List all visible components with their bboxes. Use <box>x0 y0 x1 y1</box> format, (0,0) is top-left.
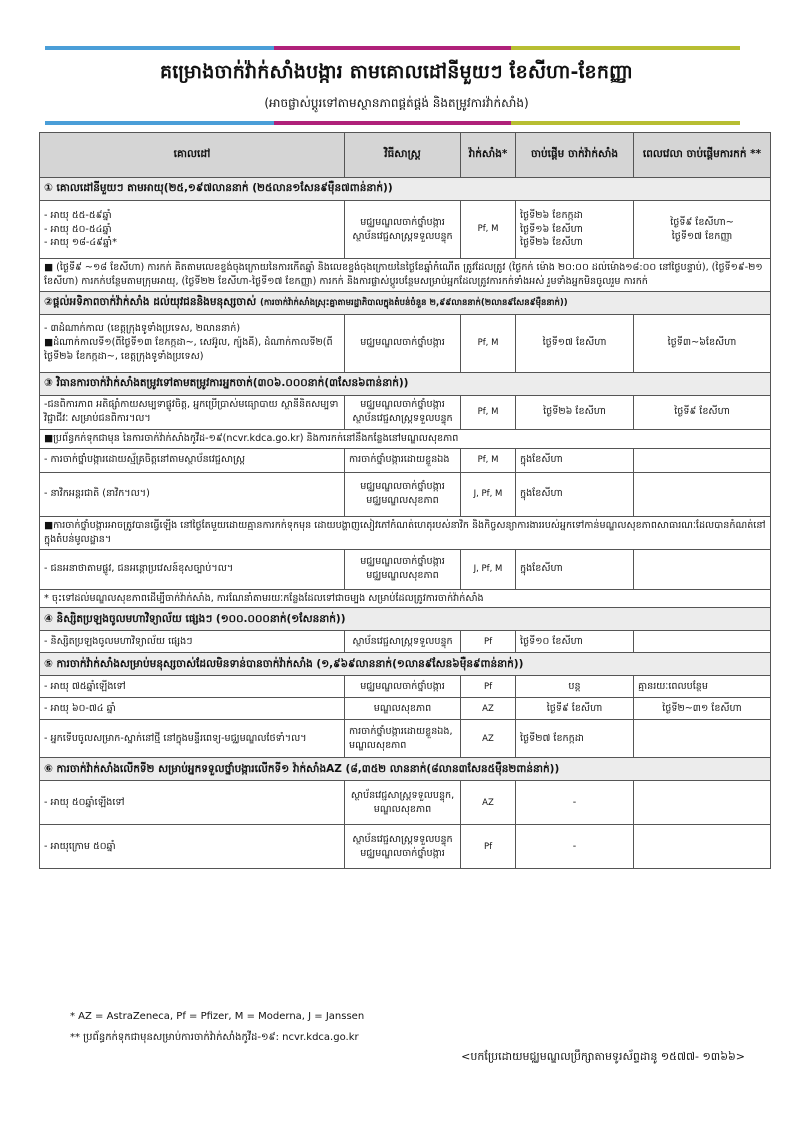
target-cell: - អ្នកទើបចូលសម្រាក-ស្នាក់នៅថ្មី នៅក្នុងមន្ទីរពេទ្យ-មជ្ឈមណ្ឌលថែទាំ។ល។ <box>40 720 345 758</box>
start-cell: ក្នុងខែសីហា <box>516 448 634 472</box>
target-cell: - អាយុក្រោម ៥០ឆ្នាំ <box>40 825 345 869</box>
method-cell: ស្ថាប័នវេជ្ជសាស្ត្រទទួលបន្ទុក <box>345 631 461 653</box>
target-cell: - ជនអនាថាតាមផ្លូវ, ជនអន្តោប្រវេសន៍ខុសច្បាប់។ល។ <box>40 549 345 589</box>
table-row <box>40 549 771 589</box>
start-cell: - <box>516 781 634 825</box>
booking-cell <box>634 472 771 516</box>
vaccine-cell: AZ <box>461 781 516 825</box>
method-cell: ការចាក់ថ្នាំបង្ការដោយខ្លួនឯង, មណ្ឌលសុខភាព <box>345 720 461 758</box>
table-row <box>40 472 771 516</box>
table-header-row <box>40 133 771 178</box>
top-color-bar <box>45 46 740 50</box>
vaccine-cell: Pf, M <box>461 201 516 259</box>
method-cell: មណ្ឌលសុខភាព <box>345 698 461 720</box>
table-row <box>40 201 771 259</box>
method-cell: មជ្ឈមណ្ឌលចាក់ថ្នាំបង្ការ <box>345 676 461 698</box>
table-row <box>40 781 771 825</box>
footnote-vaccines: * AZ = AstraZeneca, Pf = Pfizer, M = Moderna, J = Janssen <box>70 1011 365 1022</box>
start-cell: ថ្ងៃទី៩ ខែសីហា <box>516 698 634 720</box>
booking-cell: ថ្ងៃទី២~៣១ ខែសីហា <box>634 698 771 720</box>
start-cell: - <box>516 825 634 869</box>
table-row <box>40 395 771 429</box>
target-cell: - ការចាក់ថ្នាំបង្ការដោយស្ម័គ្រចិត្តនៅតាមស្ថាប័នវេជ្ជសាស្ត្រ <box>40 448 345 472</box>
booking-cell <box>634 825 771 869</box>
section-1-header: ① គោលដៅនីមួយៗ តាមអាយុ(២៥,១៩៧លាននាក់ (២៥លាន១សែន៩ម៉ឺន៧ពាន់នាក់)) <box>40 178 771 201</box>
note-row: ■ (ថ្ងៃទី៩ ~១៨ ខែសីហា) ការកក់ គិតតាមលេខខ្ទង់ចុងក្រោយនៃការកើតឆ្នាំ និងលេខខ្ទង់ចុងក្រោយនៃថ្ងៃខែឆ្នាំកំណើត ត្រូវដែលត្រូវ (ថ្ងៃកក់ ម៉ោង ២០:០០ ដល់ម៉ោង១៨:០០ នៅថ្ងៃបន្ទាប់), (ថ្ងៃទី១៩-២១ ខែសីហា) ការកក់បន្ថែមតាមក្រុមអាយុ, (ថ្ងៃទី២២ ខែសីហា-ថ្ងៃទី១៧ ខែកញ្ញា) ការកក់ និងការផ្លាស់ប្តូរបន្ថែមសម្រាប់អ្នកដែលត្រូវការកក់ទាំងអស់ រួមទាំងអ្នកមិនចូលរួម ការកក់ <box>40 259 771 292</box>
start-cell: បន្ត <box>516 676 634 698</box>
target-cell: - អាយុ ៦០-៧៤ ឆ្នាំ <box>40 698 345 720</box>
vaccine-cell: J, Pf, M <box>461 549 516 589</box>
header-booking: ពេលវេលា ចាប់ផ្តើមការកក់ ** <box>634 133 771 178</box>
header-start: ចាប់ផ្តើម ចាក់វ៉ាក់សាំង <box>516 133 634 178</box>
target-cell: - និស្សិតប្រឡងចូលមហាវិទ្យាល័យ ផ្សេងៗ <box>40 631 345 653</box>
bottom-color-bar <box>45 121 740 125</box>
booking-cell <box>634 781 771 825</box>
section-2-subtitle: (ការចាក់វ៉ាក់សាំងស្រុះគ្នាតាមរដ្ឋាភិបាលក្នុងតំបន់ចំនួន ២,៩៩លាននាក់(២លាន៩សែន៩ម៉ឺននាក់)) <box>259 298 568 309</box>
header-method: វិធីសាស្ត្រ <box>345 133 461 178</box>
method-cell: មជ្ឈមណ្ឌលចាក់ថ្នាំបង្ការ ស្ថាប័នវេជ្ជសាស្ត្រទទួលបន្ទុក <box>345 201 461 259</box>
header-target: គោលដៅ <box>40 133 345 178</box>
section-3-header: ③ វិធានការចាក់វ៉ាក់សាំងតម្រូវទៅតាមតម្រូវការអ្នកចាក់(៣០៦.០០០នាក់(៣សែន៦ពាន់នាក់)) <box>40 372 771 395</box>
method-cell: មជ្ឈមណ្ឌលចាក់ថ្នាំបង្ការ មជ្ឈមណ្ឌលសុខភាព <box>345 549 461 589</box>
table-row <box>40 720 771 758</box>
footnote-booking: ** ប្រព័ន្ធកក់ទុកជាមុនសម្រាប់ការចាក់វ៉ាក់សាំងកូវីដ-១៩: ncvr.kdca.go.kr <box>70 1032 359 1043</box>
start-cell: ថ្ងៃទី២៧ ខែកក្កដា <box>516 720 634 758</box>
note-row: ■ប្រព័ន្ធកក់ទុកជាមុន នៃការចាក់វ៉ាក់សាំងកូវីដ-១៩(ncvr.kdca.go.kr) និងការកក់នៅនឹងកន្លែងនៅមណ្ឌលសុខភាព <box>40 429 771 448</box>
vaccine-cell: Pf, M <box>461 395 516 429</box>
section-4-header: ④ និស្សិតប្រឡងចូលមហាវិទ្យាល័យ ផ្សេងៗ (១០០.០០០នាក់(១សែននាក់)) <box>40 608 771 631</box>
table-row <box>40 825 771 869</box>
table-row <box>40 698 771 720</box>
target-cell: - អាយុ ៥០ឆ្នាំឡើងទៅ <box>40 781 345 825</box>
vaccine-cell: Pf <box>461 676 516 698</box>
note-row: ■ការចាក់ថ្នាំបង្ការអាចត្រូវបានធ្វើឡើង នៅថ្ងៃតែមួយដោយគ្មានការកក់ទុកមុន ដោយបង្ហាញសៀវភៅកំណត់ហេតុរបស់នាវិក និងកិច្ចសន្យាការងាររបស់អ្នកទៅកាន់មណ្ឌលសុខភាពសាធារណៈដែលបានកំណត់នៅក្នុងតំបន់មូលដ្ឋាន។ <box>40 516 771 549</box>
start-cell: ថ្ងៃទី១០ ខែសីហា <box>516 631 634 653</box>
start-cell: ថ្ងៃទី១៧ ខែសីហា <box>516 314 634 372</box>
booking-cell <box>634 549 771 589</box>
header-vaccine: វ៉ាក់សាំង* <box>461 133 516 178</box>
booking-cell <box>634 448 771 472</box>
start-cell: ថ្ងៃទី២៦ ខែកក្កដា ថ្ងៃទី១៦ ខែសីហា ថ្ងៃទី២៦ ខែសីហា <box>516 201 634 259</box>
vaccine-cell: Pf <box>461 631 516 653</box>
booking-cell: ថ្ងៃទី៣~៦ខែសីហា <box>634 314 771 372</box>
translation-credit: <បកប្រែដោយមជ្ឈមណ្ឌលប្រឹក្សាតាមទូរស័ព្ទដានូ ១៥៧៧- ១៣៦៦> <box>461 1050 745 1063</box>
table-row <box>40 314 771 372</box>
booking-cell <box>634 720 771 758</box>
target-cell: - អាយុ ៥៥-៥៩ឆ្នាំ - អាយុ ៥០-៥៤ឆ្នាំ - អាយុ ១៨-៤៩ឆ្នាំ* <box>40 201 345 259</box>
target-cell: -ជនពិការភាព អតិផ្សាំកាយសម្បទាផ្លូវចិត្ត, អ្នកប្រើប្រាស់មធ្យោបាយ ស្ថានីនិតសម្បទាវិជ្ជាជីវៈ សម្រាប់ជនពិការ។ល។ <box>40 395 345 429</box>
vaccine-cell: J, Pf, M <box>461 472 516 516</box>
method-cell: ស្ថាប័នវេជ្ជសាស្ត្រទទួលបន្ទុក, មណ្ឌលសុខភាព <box>345 781 461 825</box>
method-cell: មជ្ឈមណ្ឌលចាក់ថ្នាំបង្ការ ស្ថាប័នវេជ្ជសាស្ត្រទទួលបន្ទុក <box>345 395 461 429</box>
page-title: គម្រោងចាក់វ៉ាក់សាំងបង្ការ តាមគោលដៅនីមួយៗ ខែសីហា-ខែកញ្ញា <box>159 61 634 83</box>
schedule-table <box>39 132 771 869</box>
start-cell: ថ្ងៃទី២៦ ខែសីហា <box>516 395 634 429</box>
target-cell: - ៣ដំណាក់កាល (ខេត្តក្រុងទូទាំងប្រទេស, ២លាននាក់) ■ដំណាក់កាលទី១(ពីថ្ងៃទី១៣ ខែកក្កដា~, សេអ៊ូល, ក្យ៉ុងគី), ដំណាក់កាលទី២(ពីថ្ងៃទី២៦ ខែកក្កដា~, ខេត្តក្រុងទូទាំងប្រទេស) <box>40 314 345 372</box>
booking-cell: គ្មានរយៈពេលបន្ថែម <box>634 676 771 698</box>
vaccine-cell: Pf, M <box>461 448 516 472</box>
start-cell: ក្នុងខែសីហា <box>516 472 634 516</box>
note-row: * ចុះទៅដល់មណ្ឌលសុខភាពដើម្បីចាក់វ៉ាក់សាំង, ការណែនាំតាមរយៈកន្លែងដែលទៅជាចម្បង សម្រាប់ដែលត្រូវការចាក់វ៉ាក់សាំង <box>40 589 771 608</box>
target-cell: - អាយុ ៧៥ឆ្នាំឡើងទៅ <box>40 676 345 698</box>
method-cell: ការចាក់ថ្នាំបង្ការដោយខ្លួនឯង <box>345 448 461 472</box>
table-row <box>40 448 771 472</box>
booking-cell: ថ្ងៃទី៩ ខែសីហា <box>634 395 771 429</box>
table-row <box>40 676 771 698</box>
page-subtitle: (អាចផ្លាស់ប្តូរទៅតាមស្ថានភាពផ្គត់ផ្គង់ និងតម្រូវការវ៉ាក់សាំង) <box>264 96 529 110</box>
booking-cell <box>634 631 771 653</box>
section-2-title: ②ផ្តល់អទិភាពចាក់វ៉ាក់សាំង ដល់យុវជននិងមនុស្សចាស់ <box>44 296 257 309</box>
table-row <box>40 631 771 653</box>
method-cell: មជ្ឈមណ្ឌលចាក់ថ្នាំបង្ការ <box>345 314 461 372</box>
section-5-header: ⑤ ការចាក់វ៉ាក់សាំងសម្រាប់មនុស្សចាស់ដែលមិនទាន់បានចាក់វ៉ាក់សាំង (១,៩៦៩លាននាក់(១លាន៩សែន៦ម៉ឺន៩ពាន់នាក់)) <box>40 653 771 676</box>
target-cell: - នាវិកអន្តរជាតិ (នាវិក។ល។) <box>40 472 345 516</box>
start-cell: ក្នុងខែសីហា <box>516 549 634 589</box>
section-2-header <box>40 291 771 314</box>
booking-cell: ថ្ងៃទី៩ ខែសីហា~ ថ្ងៃទី១៧ ខែកញ្ញា <box>634 201 771 259</box>
vaccine-cell: AZ <box>461 720 516 758</box>
method-cell: មជ្ឈមណ្ឌលចាក់ថ្នាំបង្ការ មជ្ឈមណ្ឌលសុខភាព <box>345 472 461 516</box>
method-cell: ស្ថាប័នវេជ្ជសាស្ត្រទទួលបន្ទុក មជ្ឈមណ្ឌលចាក់ថ្នាំបង្ការ <box>345 825 461 869</box>
vaccine-cell: Pf, M <box>461 314 516 372</box>
vaccine-cell: Pf <box>461 825 516 869</box>
section-6-header: ⑥ ការចាក់វ៉ាក់សាំងលើកទី២ សម្រាប់អ្នកទទួលថ្នាំបង្ការលើកទី១ វ៉ាក់សាំងAZ (៨,៣៥២ លាននាក់(៨លាន៣សែន៥ម៉ឺន២ពាន់នាក់)) <box>40 758 771 781</box>
vaccine-cell: AZ <box>461 698 516 720</box>
